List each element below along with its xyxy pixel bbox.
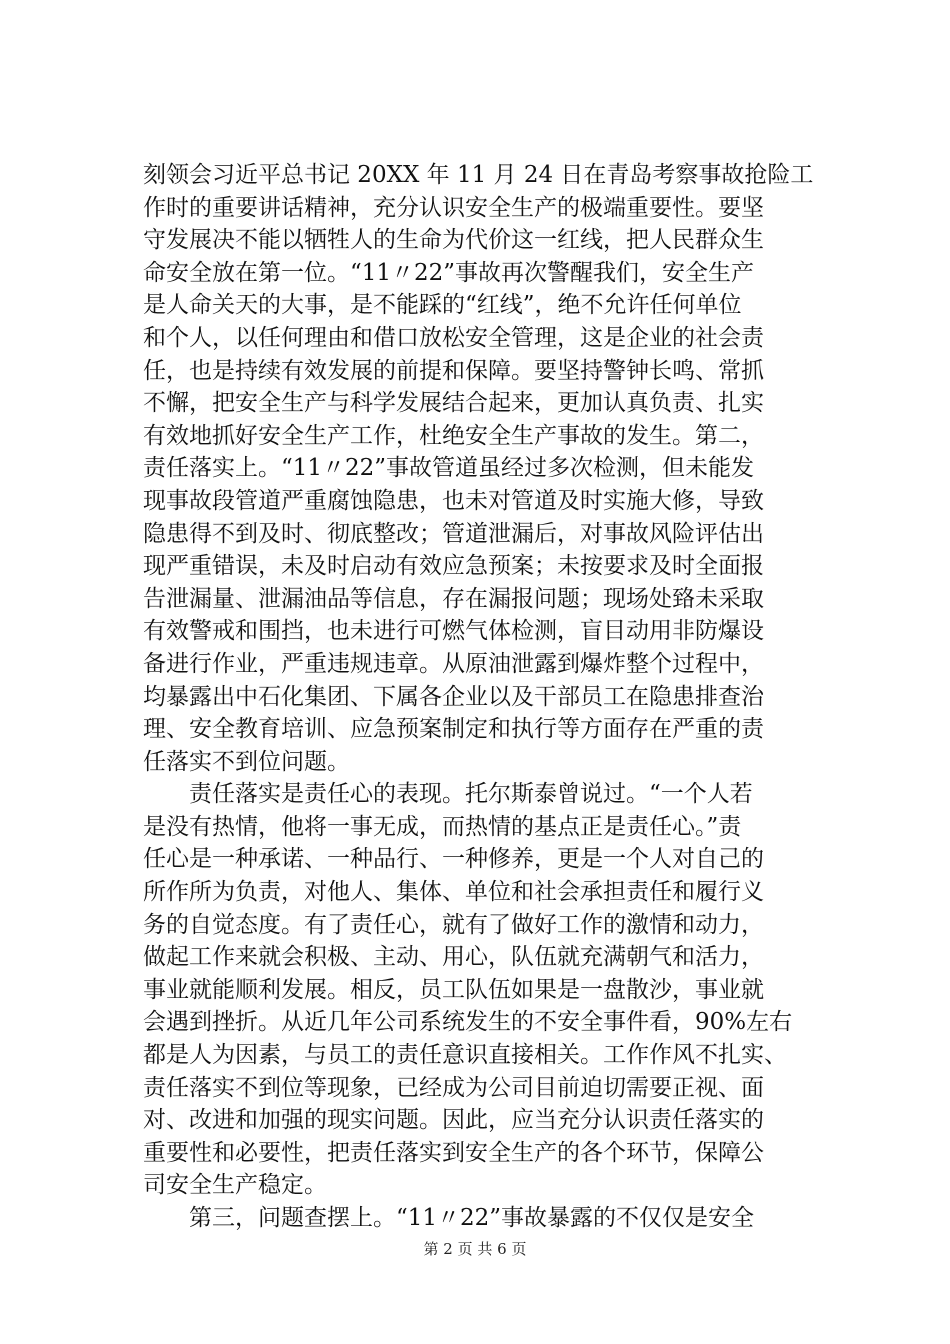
text-line: 任，也是持续有效发展的前提和保障。要坚持警钟长鸣、常抓 bbox=[143, 357, 764, 384]
text-line: 会遇到挫折。从近几年公司系统发生的不安全事件看，90%左右 bbox=[143, 1009, 793, 1036]
text-line: 任心是一种承诺、一种品行、一种修养，更是一个人对自己的 bbox=[143, 846, 764, 873]
text-line: 做起工作来就会积极、主动、用心，队伍就充满朝气和活力， bbox=[143, 944, 764, 971]
text-line: 是没有热情，他将一事无成，而热情的基点正是责任心。”责 bbox=[143, 813, 742, 840]
text-line: 第三，问题查摆上。“11〃22”事故暴露的不仅仅是安全 bbox=[143, 1205, 755, 1231]
text-line: 不懈，把安全生产与科学发展结合起来，更加认真负责、扎实 bbox=[143, 390, 764, 417]
text-line: 所作所为负责，对他人、集体、单位和社会承担责任和履行义 bbox=[143, 879, 764, 906]
text-line: 责任落实是责任心的表现。托尔斯泰曾说过。“一个人若 bbox=[143, 781, 753, 808]
text-line: 作时的重要讲话精神，充分认识安全生产的极端重要性。要坚 bbox=[143, 194, 764, 221]
text-line: 均暴露出中石化集团、下属各企业以及干部员工在隐患排查治 bbox=[143, 683, 764, 710]
text-line: 任落实不到位问题。 bbox=[143, 748, 350, 775]
text-line: 事业就能顺利发展。相反，员工队伍如果是一盘散沙，事业就 bbox=[143, 976, 764, 1003]
text-line: 和个人，以任何理由和借口放松安全管理，这是企业的社会责 bbox=[143, 324, 764, 351]
text-line: 命安全放在第一位。“11〃22”事故再次警醒我们，安全生产 bbox=[143, 259, 755, 286]
page-footer: 第 2 页 共 6 页 bbox=[423, 1240, 527, 1258]
text-line: 责任落实不到位等现象，已经成为公司目前迫切需要正视、面 bbox=[143, 1074, 764, 1101]
text-line: 告泄漏量、泄漏油品等信息，存在漏报问题；现场处臵未采取 bbox=[143, 585, 764, 612]
body-text bbox=[143, 159, 843, 1235]
text-line: 有效警戒和围挡，也未进行可燃气体检测，盲目动用非防爆设 bbox=[143, 618, 764, 645]
text-line: 守发展决不能以牺牲人的生命为代价这一红线，把人民群众生 bbox=[143, 227, 764, 254]
text-line: 对、改进和加强的现实问题。因此，应当充分认识责任落实的 bbox=[143, 1107, 764, 1134]
text-line: 都是人为因素，与员工的责任意识直接相关。工作作风不扎实、 bbox=[143, 1042, 787, 1069]
text-line: 务的自觉态度。有了责任心，就有了做好工作的激情和动力， bbox=[143, 911, 764, 938]
text-line: 刻领会习近平总书记 20XX 年 11 月 24 日在青岛考察事故抢险工 bbox=[143, 162, 814, 188]
text-line: 备进行作业，严重违规违章。从原油泄露到爆炸整个过程中， bbox=[143, 650, 764, 677]
text-line: 责任落实上。“11〃22”事故管道虽经过多次检测，但未能发 bbox=[143, 455, 755, 482]
text-line: 理、安全教育培训、应急预案制定和执行等方面存在严重的责 bbox=[143, 716, 764, 743]
text-line: 是人命关天的大事，是不能踩的“红线”，绝不允许任何单位 bbox=[143, 292, 742, 319]
text-line: 重要性和必要性，把责任落实到安全生产的各个环节，保障公 bbox=[143, 1139, 764, 1166]
text-line: 现事故段管道严重腐蚀隐患，也未对管道及时实施大修，导致 bbox=[143, 487, 764, 514]
text-line: 现严重错误，未及时启动有效应急预案；未按要求及时全面报 bbox=[143, 553, 764, 580]
text-line: 隐患得不到及时、彻底整改；管道泄漏后，对事故风险评估出 bbox=[143, 520, 764, 547]
text-line: 有效地抓好安全生产工作，杜绝安全生产事故的发生。第二， bbox=[143, 422, 764, 449]
text-line: 司安全生产稳定。 bbox=[143, 1172, 327, 1199]
